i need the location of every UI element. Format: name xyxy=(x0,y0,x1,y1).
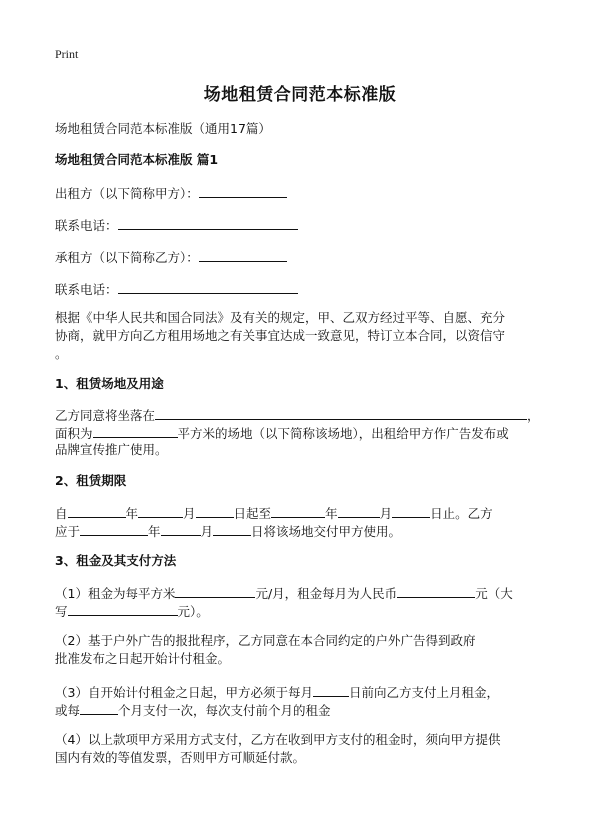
s2-line-2 xyxy=(55,522,401,540)
s2-text: 年 xyxy=(325,506,338,521)
s1-line-3: 品牌宣传推广使用。 xyxy=(55,442,168,457)
section-3-heading: 3、租金及其支付方法 xyxy=(55,553,177,568)
intro-line-2: 协商，就甲方向乙方租用场地之有关事宜达成一致意见，特订立本合同，以资信守 xyxy=(55,328,506,343)
s3-text: 个月支付一次，每次支付前个月的租金 xyxy=(118,703,331,718)
s2-line-1 xyxy=(55,504,493,522)
lessee-phone-label: 联系电话： xyxy=(55,282,118,297)
print-label[interactable]: Print xyxy=(55,47,79,61)
s3-p1-line-1 xyxy=(55,584,513,602)
lessor-label: 出租方（以下简称甲方）： xyxy=(55,186,199,201)
s3-text: 日前向乙方支付上月租金， xyxy=(348,685,499,700)
pay-interval-blank[interactable] xyxy=(80,701,118,715)
rent-per-sqm-blank[interactable] xyxy=(175,584,255,598)
s2-text: 日止。乙方 xyxy=(430,506,493,521)
end-year-blank[interactable] xyxy=(271,504,325,518)
lessor-phone-field xyxy=(55,216,298,234)
lessor-blank[interactable] xyxy=(199,184,287,198)
s3-p3-line-1 xyxy=(55,683,499,701)
lessee-phone-field xyxy=(55,280,298,298)
lessee-blank[interactable] xyxy=(199,248,287,262)
start-year-blank[interactable] xyxy=(68,504,126,518)
s3-p4-line-2: 国内有效的等值发票，否则甲方可顺延付款。 xyxy=(55,750,306,765)
delivery-day-blank[interactable] xyxy=(213,522,251,536)
lessee-label: 承租方（以下简称乙方）： xyxy=(55,250,199,265)
location-blank[interactable] xyxy=(155,406,527,420)
section-1-heading: 1、租赁场地及用途 xyxy=(55,376,164,391)
s3-p2-line-2: 批准发布之日起开始计付租金。 xyxy=(55,651,231,666)
end-month-blank[interactable] xyxy=(338,504,380,518)
s1-text: ， xyxy=(527,408,540,423)
s3-text: （3）自开始计付租金之日起，甲方必须于每月 xyxy=(55,685,313,700)
s2-text: 月 xyxy=(379,506,393,521)
s3-text: 元（大 xyxy=(475,586,513,601)
rent-in-words-blank[interactable] xyxy=(68,602,178,616)
s2-text: 年 xyxy=(148,524,161,539)
s1-text: 乙方同意将坐落在 xyxy=(55,408,156,423)
s2-text: 月 xyxy=(200,524,214,539)
s3-p3-line-2 xyxy=(55,701,331,719)
s3-p1-line-2 xyxy=(55,602,209,620)
s2-text: 月 xyxy=(183,506,196,521)
lessee-field xyxy=(55,248,287,266)
section-2-heading: 2、租赁期限 xyxy=(55,473,127,488)
end-day-blank[interactable] xyxy=(392,504,430,518)
delivery-month-blank[interactable] xyxy=(161,522,201,536)
s3-text: 元/月，租金每月为人民币 xyxy=(255,586,398,601)
lessor-field xyxy=(55,184,287,202)
s1-text: 平方米的场地（以下简称该场地），出租给甲方作广告发布或 xyxy=(177,426,509,441)
s1-text: 面积为 xyxy=(55,426,93,441)
document-title: 场地租赁合同范本标准版 xyxy=(203,85,397,105)
document-subtitle: 场地租赁合同范本标准版（通用17篇） xyxy=(55,121,271,136)
area-blank[interactable] xyxy=(93,424,178,438)
s2-text: 年 xyxy=(125,506,139,521)
s1-line-2 xyxy=(55,424,509,442)
s2-text: 日将该场地交付甲方使用。 xyxy=(251,524,402,539)
lessor-phone-label: 联系电话： xyxy=(55,218,118,233)
s3-text: （1）租金为每平方米 xyxy=(55,586,176,601)
start-day-blank[interactable] xyxy=(196,504,234,518)
s1-line-1 xyxy=(55,406,540,424)
s3-p2-line-1: （2）基于户外广告的报批程序，乙方同意在本合同约定的户外广告得到政府 xyxy=(55,633,476,648)
monthly-rent-blank[interactable] xyxy=(397,584,475,598)
lessor-phone-blank[interactable] xyxy=(118,216,298,230)
s2-text: 自 xyxy=(55,506,68,521)
intro-line-3: 。 xyxy=(55,346,68,361)
section-heading: 场地租赁合同范本标准版 篇1 xyxy=(55,152,219,167)
s2-text: 应于 xyxy=(55,524,81,539)
s3-text: 写 xyxy=(55,604,68,619)
s3-p4-line-1: （4）以上款项甲方采用方式支付，乙方在收到甲方支付的租金时，须向甲方提供 xyxy=(55,732,501,747)
s2-text: 日起至 xyxy=(233,506,272,521)
s3-text: 元）。 xyxy=(177,604,209,619)
intro-line-1: 根据《中华人民共和国合同法》及有关的规定，甲、乙双方经过平等、自愿、充分 xyxy=(55,310,506,325)
lessee-phone-blank[interactable] xyxy=(118,280,298,294)
s3-text: 或每 xyxy=(55,703,81,718)
start-month-blank[interactable] xyxy=(138,504,183,518)
pay-day-blank[interactable] xyxy=(313,683,349,697)
delivery-year-blank[interactable] xyxy=(80,522,148,536)
